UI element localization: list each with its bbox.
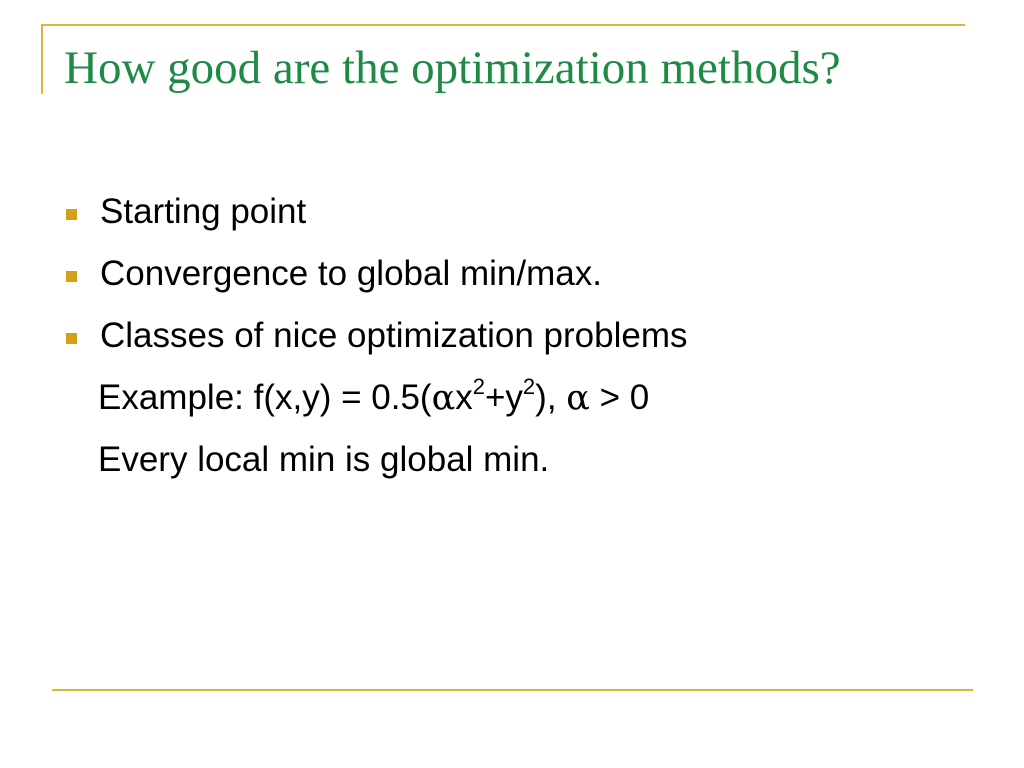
alpha-symbol: α [431,378,456,418]
bullet-item [64,250,964,312]
bullet-text: Convergence to global min/max. [100,254,602,293]
title-frame-left-line [41,24,43,94]
square-bullet-icon [66,333,77,344]
example-plus-y: +y [484,378,523,417]
bullet-text: Classes of nice optimization problems [100,316,688,355]
note-line: Every local min is global min. [98,440,550,479]
square-bullet-icon [66,271,77,282]
exponent: 2 [522,374,536,400]
square-bullet-icon [66,209,77,220]
alpha-symbol: α [566,378,590,418]
example-line [64,374,964,436]
exponent: 2 [472,374,485,400]
example-suffix: > 0 [589,378,650,417]
title-frame-top-line [41,24,965,26]
example-x-var: x [455,378,473,417]
slide-body [64,188,964,498]
example-close: ), [535,378,567,417]
example-prefix: Example: f(x,y) = 0.5( [98,378,432,417]
bullet-item [64,188,964,250]
bullet-text: Starting point [100,192,307,231]
bullet-item [64,312,964,374]
footer-divider [52,689,973,691]
slide-title: How good are the optimization methods? [64,42,841,94]
